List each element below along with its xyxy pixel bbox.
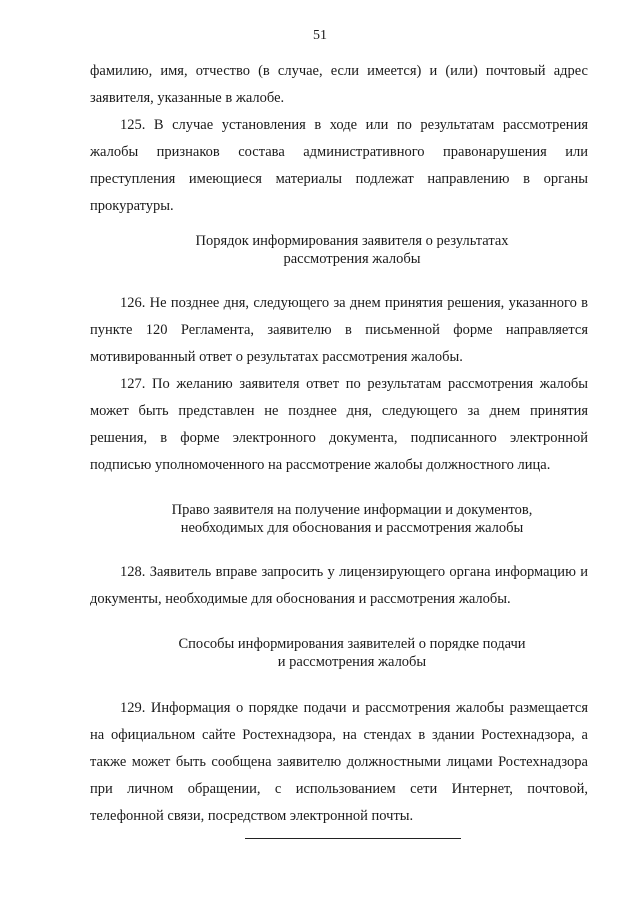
heading-line: и рассмотрения жалобы	[277, 654, 427, 670]
heading-line: Порядок информирования заявителя о результатах	[195, 233, 509, 249]
heading-line: Право заявителя на получение информации и документов,	[171, 502, 533, 518]
paragraph-127: 127. По желанию заявителя ответ по результатам рассмотрения жалобы может быть представлен не позднее дня, следующего за днем принятия решения, в форме электронного документа, подписанного электронной подписью уполномоченного на рассмотрение жалобы должностного лица.	[90, 376, 588, 473]
paragraph-126: 126. Не позднее дня, следующего за днем принятия решения, указанного в пункте 120 Регламента, заявителю в письменной форме направляется мотивированный ответ о результатах рассмотрения жалобы.	[90, 295, 588, 365]
section-heading-right-info	[90, 501, 588, 537]
paragraph-continuation: фамилию, имя, отчество (в случае, если имеется) и (или) почтовый адрес заявителя, указанные в жалобе.	[90, 63, 588, 106]
heading-line: Способы информирования заявителей о порядке подачи	[178, 636, 526, 652]
paragraph-128: 128. Заявитель вправе запросить у лицензирующего органа информацию и документы, необходимые для обоснования и рассмотрения жалобы.	[90, 564, 588, 607]
paragraph-129: 129. Информация о порядке подачи и рассмотрения жалобы размещается на официальном сайте Ростехнадзора, на стендах в здании Ростехнадзора, а также может быть сообщена заявителю должностными лицами Ростехнадзора при личном обращении, с использованием сети Интернет, почтовой, телефонной связи, посредством электронной почты.	[90, 700, 588, 824]
page-number: 51	[313, 28, 327, 43]
end-rule	[245, 838, 461, 839]
section-heading-methods	[90, 635, 588, 671]
paragraph-125: 125. В случае установления в ходе или по результатам рассмотрения жалобы признаков состава административного правонарушения или преступления имеющиеся материалы подлежат направлению в органы прокуратуры.	[90, 117, 588, 214]
heading-line: необходимых для обоснования и рассмотрения жалобы	[180, 520, 524, 536]
document-body	[90, 58, 588, 830]
section-heading-inform-results	[90, 232, 588, 268]
heading-line: рассмотрения жалобы	[283, 251, 421, 267]
